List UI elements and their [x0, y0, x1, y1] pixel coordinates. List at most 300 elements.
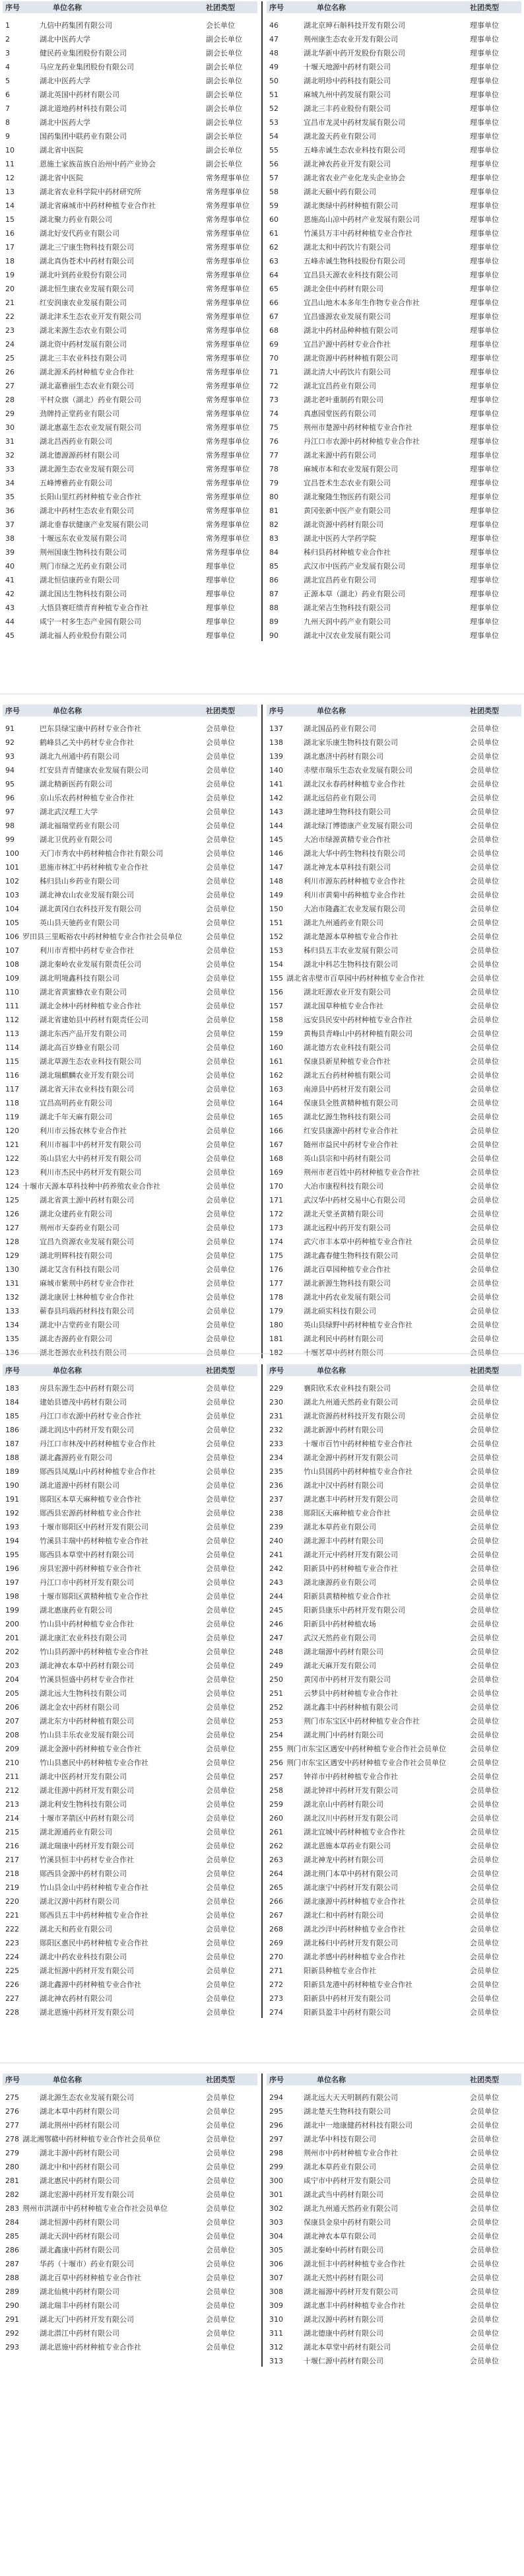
row-number: 130 — [5, 1265, 19, 1274]
table-row — [269, 478, 499, 487]
row-number: 182 — [269, 1348, 283, 1357]
row-number: 43 — [5, 604, 15, 612]
member-name: 湖北秭归中药材开发有限公司 — [304, 1939, 398, 1947]
row-number: 62 — [269, 243, 278, 252]
table-row — [269, 835, 499, 844]
row-number: 112 — [5, 1016, 19, 1024]
row-number: 135 — [5, 1335, 19, 1343]
member-type: 会员单位 — [470, 988, 499, 996]
row-number: 256 — [269, 1758, 283, 1767]
row-number: 49 — [269, 63, 278, 71]
member-type: 理事单位 — [470, 132, 499, 141]
member-name: 湖北神农山农业发展有限公司 — [40, 891, 134, 899]
table-row — [5, 2301, 235, 2310]
row-number: 81 — [269, 506, 278, 515]
member-name: 湖北武汉理工大学 — [40, 808, 98, 816]
member-name: 湖北省中医院 — [40, 174, 83, 182]
member-name: 湖北英国中药材有限公司 — [40, 90, 119, 99]
row-number: 77 — [269, 451, 278, 460]
member-name: 阳新县中药材种植农场 — [304, 1620, 376, 1628]
table-row — [269, 575, 499, 584]
table-row — [5, 738, 235, 747]
member-name: 湖北源丰中药材有限公司 — [304, 1537, 383, 1545]
member-type: 常务理事单位 — [206, 229, 249, 238]
member-type: 会员单位 — [206, 2274, 235, 2282]
member-type: 会员单位 — [470, 1856, 499, 1864]
row-number: 181 — [269, 1335, 283, 1343]
member-type: 会员单位 — [206, 2343, 235, 2351]
row-number: 44 — [5, 617, 15, 626]
table-row — [5, 835, 235, 844]
member-type: 会员单位 — [470, 1939, 499, 1947]
member-name: 湖北三宁康生物科技有限公司 — [40, 243, 134, 252]
member-name: 湖北东西产品开发有限公司 — [40, 1029, 127, 1038]
member-name: 英山县宏大中药材开发有限公司 — [40, 1154, 141, 1163]
member-name: 湖北鑫春健生物科技有限公司 — [304, 1251, 398, 1260]
table-row — [5, 2231, 235, 2241]
table-row — [269, 1084, 499, 1094]
row-number: 264 — [269, 1869, 283, 1878]
table-row — [269, 807, 499, 816]
table-row — [269, 312, 499, 321]
member-type: 会员单位 — [206, 808, 235, 816]
table-row — [5, 1265, 235, 1274]
member-name: 湖北明辉科技有限公司 — [40, 1251, 112, 1260]
table-row — [269, 2176, 499, 2185]
row-number: 219 — [5, 1883, 19, 1892]
member-type: 会员单位 — [470, 1016, 499, 1024]
row-number: 73 — [269, 396, 278, 404]
table-row — [5, 561, 235, 571]
row-number: 80 — [269, 493, 278, 501]
member-name: 武穴市丰本草中药种植专业合作社 — [304, 1237, 412, 1246]
member-type: 理事单位 — [470, 201, 499, 210]
member-name: 巴东县绿宝康中药材专业合作社 — [40, 724, 141, 733]
row-number: 18 — [5, 257, 15, 265]
member-type: 理事单位 — [470, 590, 499, 598]
member-type: 会员单位 — [206, 2260, 235, 2268]
table-row — [269, 1425, 499, 1434]
table-row — [269, 904, 499, 913]
table-row — [269, 1334, 499, 1343]
row-number: 177 — [269, 1279, 283, 1288]
member-name: 丹江口市农源中药材种植专业合作社 — [304, 437, 420, 446]
row-number: 98 — [5, 821, 15, 830]
member-type: 会员单位 — [206, 1523, 235, 1531]
row-number: 259 — [269, 1800, 283, 1809]
member-type: 会员单位 — [470, 1426, 499, 1434]
row-number: 128 — [5, 1237, 19, 1246]
member-name: 荆州康生态农业开发有限公司 — [304, 35, 398, 44]
table-row — [269, 2093, 499, 2102]
member-name: 湖北源通药业有限公司 — [40, 1828, 112, 1836]
row-number: 159 — [269, 1029, 283, 1038]
table-row — [5, 1966, 235, 1975]
member-name: 恩施高山凉中药材产业发展有限公司 — [304, 215, 420, 224]
row-number: 141 — [269, 780, 283, 788]
table-row — [269, 2162, 499, 2171]
table-row — [269, 2287, 499, 2296]
member-type: 会员单位 — [470, 1251, 499, 1260]
member-type: 会员单位 — [470, 1911, 499, 1920]
member-type: 常务理事单位 — [206, 340, 249, 349]
table-row — [269, 779, 499, 788]
table-row — [269, 1154, 499, 1163]
row-number: 280 — [5, 2163, 19, 2171]
row-number: 255 — [269, 1745, 283, 1753]
row-number: 86 — [269, 576, 278, 584]
row-number: 191 — [5, 1495, 19, 1504]
member-type: 理事单位 — [470, 340, 499, 349]
table-row — [5, 1883, 235, 1892]
member-name: 湖北天然中药材有限公司 — [304, 2274, 383, 2282]
table-row — [269, 738, 499, 747]
member-name: 平村众旗（湖北）药业有限公司 — [40, 396, 141, 404]
member-name: 长阳山里红药材种植专业合作社 — [40, 493, 141, 501]
table-row — [269, 946, 499, 955]
member-name: 湖北恩施中药材开发有限公司 — [40, 2008, 134, 2017]
member-name: 湖北本草中药材有限公司 — [40, 2107, 119, 2116]
member-name: 湖北九州通天然药业有限公司 — [304, 2204, 398, 2213]
row-number: 155 — [269, 974, 283, 983]
table-row — [269, 1786, 499, 1795]
table-row — [5, 2134, 235, 2143]
member-name: 郧西县本草堂中药材有限公司 — [40, 1550, 134, 1559]
row-number: 37 — [5, 520, 15, 529]
column-header-type: 社团类型 — [470, 2075, 499, 2084]
table-row — [269, 1494, 499, 1504]
member-type: 副会长单位 — [206, 132, 242, 141]
table-row — [269, 1744, 499, 1753]
member-name: 阳新县中药材开发有限公司 — [304, 1994, 391, 2003]
table-row — [269, 1952, 499, 1961]
row-number: 103 — [5, 891, 19, 899]
member-type: 会员单位 — [206, 960, 235, 969]
row-number: 245 — [269, 1606, 283, 1615]
column-header-no: 序号 — [5, 707, 20, 715]
member-name: 湖北远大天天明制药有限公司 — [304, 2093, 398, 2102]
member-type: 会员单位 — [206, 1856, 235, 1864]
member-name: 郧西县宏源药材种植专业合作社 — [40, 1509, 141, 1517]
column-header-no: 序号 — [269, 1366, 284, 1375]
member-name: 湖北大华中药生物科技有限公司 — [304, 849, 405, 858]
row-number: 244 — [269, 1592, 283, 1601]
row-number: 200 — [5, 1620, 19, 1628]
table-row — [5, 1647, 235, 1656]
table-row — [5, 1084, 235, 1094]
member-type: 理事单位 — [470, 451, 499, 460]
member-name: 湖北恒生康农业发展有限公司 — [40, 285, 134, 293]
table-row — [5, 1140, 235, 1149]
member-name: 湖北中医药大学 — [40, 35, 90, 44]
table-row — [5, 959, 235, 969]
member-type: 会员单位 — [470, 1057, 499, 1066]
member-name: 湖北德康中药材有限公司 — [304, 2329, 383, 2338]
row-number: 142 — [269, 794, 283, 802]
member-type: 会员单位 — [470, 1481, 499, 1490]
table-row — [5, 1320, 235, 1329]
member-name: 湖北秦岭中药材有限公司 — [304, 2246, 383, 2254]
table-row — [5, 1348, 235, 1357]
member-type: 会员单位 — [470, 2315, 499, 2324]
row-number: 247 — [269, 1634, 283, 1642]
table-row — [5, 1411, 235, 1420]
table-row — [269, 2342, 499, 2351]
table-row — [269, 1001, 499, 1010]
row-number: 296 — [269, 2121, 283, 2130]
member-name: 湖北恩施中药材种植专业合作社 — [40, 2343, 141, 2351]
member-type: 会员单位 — [206, 919, 235, 927]
member-type: 会员单位 — [470, 863, 499, 872]
member-name: 湖北荆州中药材有限公司 — [40, 2121, 119, 2130]
row-number: 184 — [5, 1398, 19, 1407]
row-number: 175 — [269, 1251, 283, 1260]
member-type: 会员单位 — [206, 2204, 235, 2213]
table-row — [5, 932, 235, 941]
member-type: 会员单位 — [470, 1127, 499, 1135]
row-number: 278 — [5, 2135, 19, 2143]
row-number: 120 — [5, 1127, 19, 1135]
member-type: 会员单位 — [206, 1883, 235, 1892]
row-number: 88 — [269, 604, 278, 612]
table-row — [5, 2217, 235, 2227]
member-type: 会员单位 — [470, 2343, 499, 2351]
member-name: 利川市黄菊中药种植专业合作社 — [304, 891, 405, 899]
member-type: 理事单位 — [470, 90, 499, 99]
row-number: 9 — [5, 132, 10, 141]
table-row — [5, 1799, 235, 1809]
member-type: 理事单位 — [470, 409, 499, 418]
row-number: 72 — [269, 382, 278, 390]
member-type: 会员单位 — [206, 2246, 235, 2254]
member-type: 会员单位 — [470, 960, 499, 969]
member-type: 会员单位 — [206, 1085, 235, 1094]
row-number: 75 — [269, 423, 278, 432]
member-type: 会员单位 — [470, 1800, 499, 1809]
table-row — [5, 1292, 235, 1302]
table-row — [269, 228, 499, 238]
table-row — [5, 1813, 235, 1823]
row-number: 161 — [269, 1057, 283, 1066]
member-name: 湖北仙桃中药材有限公司 — [40, 2287, 119, 2296]
row-number: 211 — [5, 1772, 19, 1781]
member-name: 湖北艾含有科技有限公司 — [40, 1265, 119, 1274]
row-number: 119 — [5, 1113, 19, 1121]
member-name: 天门市秀农中药材种植合作社有限公司 — [40, 849, 163, 858]
member-name: 竹溪县恒盛中药材专业合作社 — [40, 1675, 134, 1684]
member-type: 会员单位 — [206, 1293, 235, 1302]
row-number: 274 — [269, 2008, 283, 2017]
table-row — [5, 946, 235, 955]
member-name: 湖北汉永春药材种植专业合作社 — [304, 780, 405, 788]
table-row — [5, 1897, 235, 1906]
row-number: 53 — [269, 118, 278, 127]
row-number: 123 — [5, 1168, 19, 1177]
member-name: 湖北中汉中药材有限公司 — [304, 1481, 383, 1490]
member-type: 理事单位 — [470, 423, 499, 432]
member-type: 会员单位 — [470, 1925, 499, 1933]
member-name: 荆门市东宝区遇安中药材种植专业合作社会员单位 — [286, 1758, 446, 1767]
member-name: 房县东源生态中药材有限公司 — [40, 1384, 134, 1393]
row-number: 92 — [5, 738, 15, 747]
table-row — [269, 2273, 499, 2282]
table-row — [269, 326, 499, 335]
row-number: 121 — [5, 1140, 19, 1149]
member-type: 会员单位 — [206, 1467, 235, 1476]
table-row — [269, 145, 499, 155]
member-name: 利川市杰民中药材开发有限公司 — [40, 1168, 141, 1177]
member-type: 会员单位 — [206, 1925, 235, 1933]
member-type: 会员单位 — [470, 1154, 499, 1163]
row-number: 28 — [5, 396, 15, 404]
member-name: 湖北百草园种植专业合作社 — [304, 1265, 391, 1274]
table-row — [269, 104, 499, 113]
table-row — [5, 2287, 235, 2296]
row-number: 272 — [269, 1980, 283, 1989]
column-header-name: 单位名称 — [53, 2075, 82, 2084]
table-row — [5, 118, 242, 127]
table-row — [5, 131, 242, 141]
row-number: 34 — [5, 479, 15, 487]
member-type: 会员单位 — [206, 2190, 235, 2199]
member-name: 湖北开元中药材开发有限公司 — [304, 1550, 398, 1559]
member-type: 会员单位 — [206, 794, 235, 802]
member-name: 麻城九州中药发展有限公司 — [304, 90, 391, 99]
member-type: 会员单位 — [206, 821, 235, 830]
row-number: 269 — [269, 1939, 283, 1947]
member-name: 竹溪县丰瑞中药材种植专业合作社 — [40, 1537, 148, 1545]
member-name: 秭归县药材种植专业合作社 — [304, 548, 391, 557]
member-type: 会员单位 — [470, 1606, 499, 1615]
column-header-type: 社团类型 — [470, 707, 499, 715]
member-type: 常务理事单位 — [206, 326, 249, 335]
row-number: 230 — [269, 1398, 283, 1407]
member-type: 会员单位 — [470, 1786, 499, 1795]
member-type: 会员单位 — [470, 919, 499, 927]
member-type: 理事单位 — [470, 368, 499, 376]
table-row — [5, 1591, 235, 1601]
table-row — [5, 1425, 235, 1434]
member-name: 湖北聚隆生物医药有限公司 — [304, 493, 391, 501]
table-row — [269, 1480, 499, 1490]
member-type: 会员单位 — [206, 752, 235, 761]
member-name: 湖北百草中药材种植专业合作社 — [40, 2274, 141, 2282]
row-number: 166 — [269, 1127, 283, 1135]
table-row — [5, 48, 242, 57]
member-type: 会员单位 — [470, 1279, 499, 1288]
table-row — [269, 1057, 499, 1066]
table-row — [5, 1564, 235, 1573]
row-number: 65 — [269, 285, 278, 293]
row-number: 235 — [269, 1467, 283, 1476]
member-name: 湖北盈天药业有限公司 — [304, 132, 376, 141]
table-row — [5, 159, 242, 168]
table-row — [5, 228, 249, 238]
table-row — [269, 1869, 499, 1878]
table-row — [269, 423, 499, 432]
table-row — [269, 298, 499, 307]
table-row — [5, 603, 235, 612]
member-name: 湖北资源药材科技开发有限公司 — [304, 1412, 405, 1420]
member-type: 会员单位 — [470, 1398, 499, 1407]
row-number: 232 — [269, 1426, 283, 1434]
member-name: 湖北中医药大学药学院 — [304, 534, 376, 543]
row-number: 132 — [5, 1293, 19, 1302]
row-number: 312 — [269, 2343, 283, 2351]
row-number: 214 — [5, 1814, 19, 1823]
row-number: 25 — [5, 354, 15, 363]
member-type: 理事单位 — [470, 562, 499, 571]
member-type: 理事单位 — [470, 215, 499, 224]
member-name: 湖北国品药业有限公司 — [304, 724, 376, 733]
row-number: 13 — [5, 188, 15, 196]
table-row — [269, 589, 499, 598]
row-number: 153 — [269, 946, 283, 955]
row-number: 33 — [5, 465, 15, 473]
row-number: 180 — [269, 1321, 283, 1329]
member-name: 阳新县盈丰中药材有限公司 — [304, 2008, 391, 2017]
member-name: 湖北国达生物科技有限公司 — [40, 590, 127, 598]
member-name: 湖北千年天麻有限公司 — [40, 1113, 112, 1121]
member-type: 会员单位 — [206, 1731, 235, 1739]
member-type: 会员单位 — [206, 974, 235, 983]
row-number: 145 — [269, 835, 283, 844]
member-type: 理事单位 — [470, 35, 499, 44]
table-row — [269, 1265, 499, 1274]
member-name: 湖北绿汀博德康产业发展有限公司 — [304, 821, 412, 830]
table-row — [269, 2148, 499, 2157]
row-number: 194 — [5, 1537, 19, 1545]
member-type: 会员单位 — [206, 1648, 235, 1656]
member-name: 竹溪县万丰中药材种植专业合作社 — [304, 229, 412, 238]
table-row — [5, 1167, 235, 1177]
row-number: 114 — [5, 1043, 19, 1052]
table-row — [269, 2356, 499, 2365]
column-header-no: 序号 — [269, 707, 284, 715]
member-type: 会员单位 — [470, 1307, 499, 1315]
member-name: 阳新县黄精种植专业合作社 — [304, 1592, 391, 1601]
member-name: 罗田县三里畈裕农中药材种植专业合作社会员单位 — [22, 932, 182, 941]
row-number: 262 — [269, 1842, 283, 1850]
member-name: 湖北恒信康药业有限公司 — [40, 576, 119, 584]
member-name: 湖北聚力药业有限公司 — [40, 215, 112, 224]
member-name: 湖北明珍中药科技有限公司 — [304, 77, 391, 85]
table-row — [5, 2204, 235, 2213]
member-name: 湖北嘉雅丽生态农业有限公司 — [40, 382, 134, 390]
row-number: 104 — [5, 905, 19, 913]
table-row — [5, 1675, 235, 1684]
member-name: 湖北明境鑫科技有限公司 — [40, 974, 119, 983]
row-number: 96 — [5, 794, 15, 802]
row-number: 70 — [269, 354, 278, 363]
member-type: 会员单位 — [470, 821, 499, 830]
member-name: 湖北中医药大学 — [40, 77, 90, 85]
row-number: 294 — [269, 2093, 283, 2102]
member-name: 湖北宜昌药业有限公司 — [304, 576, 376, 584]
table-row — [5, 1306, 235, 1315]
table-row — [5, 1827, 235, 1836]
row-number: 83 — [269, 534, 278, 543]
member-name: 湖北省黄蜜蜂农业有限公司 — [40, 988, 127, 996]
member-name: 襄阳欣禾农业科技有限公司 — [304, 1384, 391, 1393]
member-type: 会员单位 — [206, 1481, 235, 1490]
table-row — [269, 547, 499, 557]
table-row — [5, 589, 235, 598]
member-type: 会员单位 — [206, 2287, 235, 2296]
table-row — [5, 1453, 235, 1462]
table-row — [5, 1154, 235, 1163]
row-number: 126 — [5, 1210, 19, 1218]
